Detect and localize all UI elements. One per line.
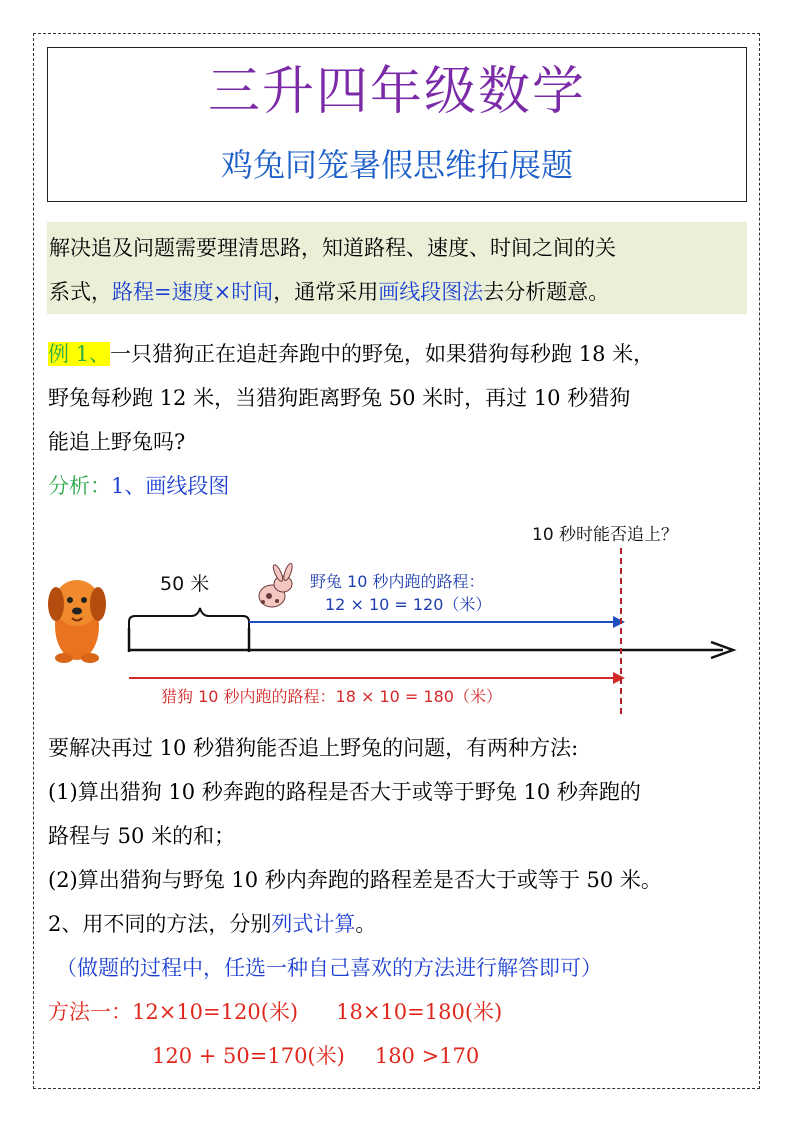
step-2-emphasis: 列式计算 <box>271 912 356 936</box>
method-1-calc-line-2 <box>48 1034 758 1078</box>
method-1-line-1: (1)算出猎狗 10 秒奔跑的路程是否大于或等于野兔 10 秒奔跑的 <box>48 780 641 804</box>
intro-box <box>47 222 747 314</box>
intro-text-3: ，通常采用 <box>273 280 379 304</box>
gap-brace <box>129 608 249 638</box>
method-1-calc-1: 12×10=120(米) <box>132 1000 299 1024</box>
analysis-label: 分析： <box>48 474 111 498</box>
method-1-calc-4: 180 >170 <box>374 1044 480 1068</box>
methods-block <box>48 726 758 1078</box>
method-1-calc-line-1 <box>48 990 758 1034</box>
method-1-calc-2: 18×10=180(米) <box>336 1000 503 1024</box>
intro-line-1 <box>49 226 745 270</box>
example-label: 例 1、 <box>48 342 111 366</box>
intro-text-1: 解决追及问题需要理清思路，知道路程、速度、时间之间的关 <box>49 236 616 260</box>
method-1-line-2: 路程与 50 米的和； <box>48 824 236 848</box>
intro-text-4: 去分析题意。 <box>483 280 610 304</box>
page-title: 三升四年级数学 <box>207 62 586 122</box>
dog-arrow-head <box>613 672 625 684</box>
analysis-step-1: 1、画线段图 <box>111 474 230 498</box>
example-line-1 <box>48 332 758 376</box>
method-2-line: (2)算出猎狗与野兔 10 秒内奔跑的路程差是否大于或等于 50 米。 <box>48 868 662 892</box>
example-block <box>48 332 758 508</box>
rabbit-icon <box>259 563 294 607</box>
method-1-calc-3: 120 + 50=170(米) <box>152 1044 345 1068</box>
rabbit-arrow-head <box>613 616 625 628</box>
gap-label: 50 米 <box>160 573 210 595</box>
step-2-text: 2、用不同的方法，分别 <box>48 912 272 936</box>
line-segment-diagram <box>47 518 747 718</box>
step-2-end: 。 <box>355 912 377 936</box>
step-2-line <box>48 902 758 946</box>
title-box <box>47 47 747 202</box>
analysis-line <box>48 464 758 508</box>
intro-method: 画线段图法 <box>378 280 484 304</box>
methods-intro: 要解决再过 10 秒猎狗能否追上野兔的问题，有两种方法: <box>48 736 579 760</box>
diagram-question: 10 秒时能否追上？ <box>532 525 679 545</box>
example-text-1: 一只猎狗正在追赶奔跑中的野兔，如果猎狗每秒跑 18 米， <box>110 342 655 366</box>
page-subtitle: 鸡兔同笼暑假思维拓展题 <box>220 146 573 184</box>
rabbit-calc: 12 × 10 = 120（米） <box>325 595 492 614</box>
method-1-label: 方法一： <box>48 1000 132 1024</box>
method-note: （做题的过程中，任选一种自己喜欢的方法进行解答即可） <box>56 956 602 980</box>
rabbit-label: 野兔 10 秒内跑的路程： <box>310 572 485 591</box>
dog-label: 猎狗 10 秒内跑的路程：18 × 10 = 180（米） <box>161 687 502 706</box>
example-line-2: 野兔每秒跑 12 米，当猎狗距离野兔 50 米时，再过 10 秒猎狗 <box>48 386 631 410</box>
intro-formula: 路程=速度×时间 <box>112 280 274 304</box>
example-line-3: 能追上野兔吗? <box>48 430 186 454</box>
intro-line-2 <box>49 270 745 314</box>
dog-icon <box>48 580 106 663</box>
intro-text-2: 系式， <box>49 280 112 304</box>
